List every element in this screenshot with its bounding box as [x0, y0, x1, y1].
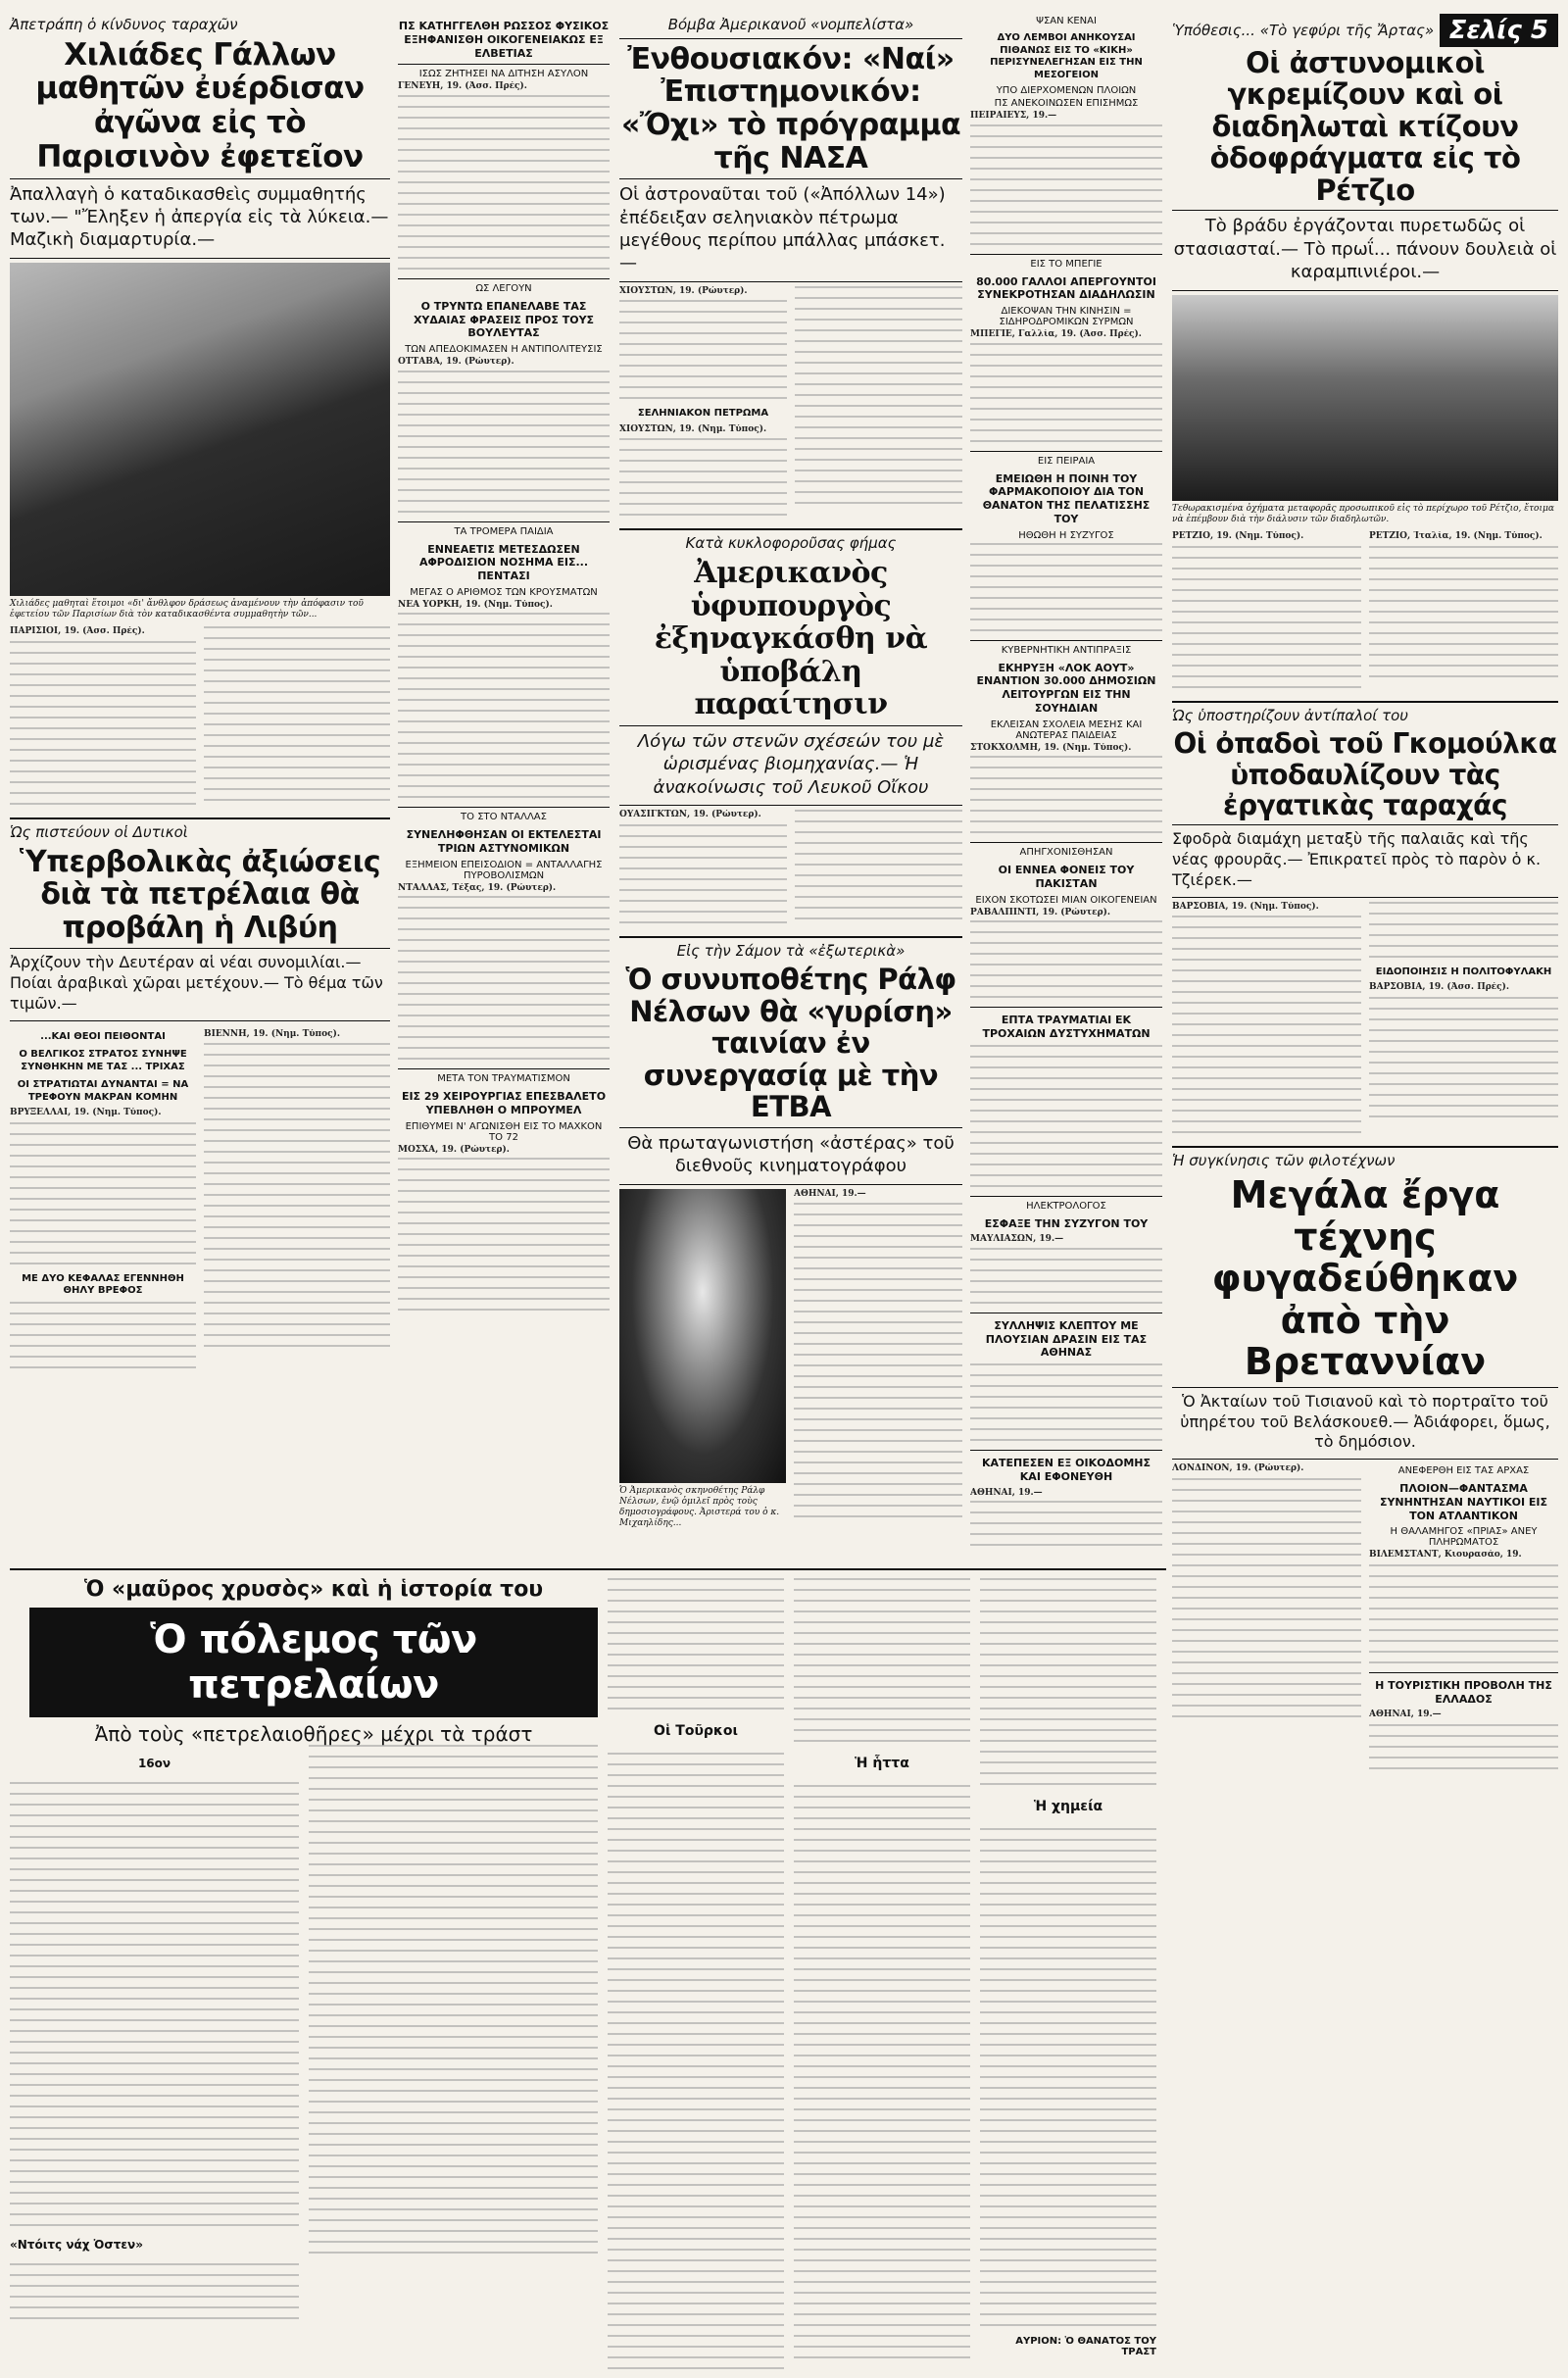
- article-headline: Ἀμερικανὸς ὑφυπουργὸς ἐξηναγκάσθη νὰ ὑποβάλη παραίτησιν: [654, 555, 928, 722]
- divider: [619, 1127, 962, 1128]
- body-text-lines: [795, 286, 962, 504]
- divider: [970, 1450, 1162, 1451]
- body-text-lines: [398, 371, 610, 513]
- subheading: ΕΙΣ 29 ΧΕΙΡΟΥΡΓΙΑΣ ΕΠΕΣΒΑΛΕΤΟ ΥΠΕΒΛΗΘΗ Ο ΜΠΡΟΥΜΕΛ: [401, 1090, 607, 1117]
- subheading: ΠΣ ΚΑΤΗΓΓΕΛΘΗ ΡΩΣΣΟΣ ΦΥΣΙΚΟΣ ΕΞΗΦΑΝΙΣΘΗ ΟΙΚΟΓΕΝΕΙΑΚΩΣ ΕΞ ΕΛΒΕΤΙΑΣ: [398, 20, 610, 60]
- subheading: Ἡ χημεία: [1033, 1799, 1103, 1814]
- subheading-kicker: ΕΙΧΟΝ ΣΚΟΤΩΣΕΙ ΜΙΑΝ ΟΙΚΟΓΕΝΕΙΑΝ: [975, 894, 1157, 906]
- subheading-kicker: ΙΣΩΣ ΖΗΤΗΣΕΙ ΝΑ ΔΙΤΗΣΗ ΑΣΥΛΟΝ: [418, 69, 589, 80]
- oil-series-continued: [608, 1578, 1156, 2378]
- body-text-lines: [970, 756, 1162, 833]
- body-text-lines: [794, 1785, 970, 2358]
- section-logo: Σελίς 5: [1440, 14, 1558, 47]
- subheading-kicker: ΚΥΒΕΡΝΗΤΙΚΗ ΑΝΤΙΠΡΑΞΙΣ: [1001, 644, 1132, 656]
- divider: [619, 178, 962, 179]
- subheading-kicker: ΤΟ ΣΤΟ ΝΤΑΛΛΑΣ: [461, 812, 547, 823]
- body-text-lines: [398, 1158, 610, 1311]
- subheading-kicker: ΕΚΛΕΙΣΑΝ ΣΧΟΛΕΙΑ ΜΕΣΗΣ ΚΑΙ ΑΝΩΤΕΡΑΣ ΠΑΙΔΕΙΑΣ: [990, 718, 1143, 741]
- subheading-kicker: Η ΘΑΛΑΜΗΓΟΣ «ΠΡΙΑΣ» ΑΝΕΥ ΠΛΗΡΩΜΑΤΟΣ: [1390, 1526, 1538, 1549]
- body-text-lines: [970, 920, 1162, 998]
- text-column: [608, 1578, 784, 2378]
- body-text-lines: [970, 1045, 1162, 1187]
- divider: [970, 1196, 1162, 1197]
- kicker: Ἡ συγκίνησις τῶν φιλοτέχνων: [1172, 1152, 1396, 1170]
- subheading: ΣΕΛΗΝΙΑΚΟΝ ΠΕΤΡΩΜΑ: [637, 408, 769, 420]
- subheading-kicker: ΤΩΝ ΑΠΕΔΟΚΙΜΑΣΕΝ Η ΑΝΤΙΠΟΛΙΤΕΥΣΙΣ: [405, 344, 603, 356]
- column-2: [398, 14, 610, 1319]
- dateline: ΝΕΑ ΥΟΡΚΗ, 19. (Νημ. Τύπος).: [398, 599, 553, 610]
- body-text-lines: [398, 613, 610, 798]
- part-number: 16ον: [137, 1757, 172, 1770]
- divider: [1172, 210, 1558, 211]
- subheading: ΣΥΝΕΛΗΦΘΗΣΑΝ ΟΙ ΕΚΤΕΛΕΣΤΑΙ ΤΡΙΩΝ ΑΣΤΥΝΟΜΙΚΩΝ: [406, 828, 602, 856]
- subheading-kicker: ΔΙΕΚΟΨΑΝ ΤΗΝ ΚΙΝΗΣΙΝ = ΣΙΔΗΡΟΔΡΟΜΙΚΩΝ ΣΥΡΜΩΝ: [999, 306, 1134, 328]
- dateline: ΒΙΛΕΜΣΤΑΝΤ, Κιουρασάο, 19.: [1369, 1550, 1522, 1561]
- divider: [970, 451, 1162, 452]
- dateline: ΜΑΥΛΙΑΣΩΝ, 19.—: [970, 1234, 1064, 1245]
- subheading-kicker: ΤΑ ΤΡΟΜΕΡΑ ΠΑΙΔΙΑ: [454, 525, 554, 537]
- article-deck: Ἀπὸ τοὺς «πετρελαιοθῆρες» μέχρι τὰ τράστ: [94, 1721, 533, 1746]
- body-text-lines: [619, 300, 787, 399]
- dateline: ΠΕΙΡΑΙΕΥΣ, 19.—: [970, 111, 1057, 121]
- article-headline: Οἱ ἀστυνομικοὶ γκρεμίζουν καὶ οἱ διαδηλωταὶ κτίζουν ὁδοφράγματα εἰς τὸ Ρέτζιο: [1209, 46, 1521, 207]
- subheading: ΚΑΤΕΠΕΣΕΝ ΕΞ ΟΙΚΟΔΟΜΗΣ ΚΑΙ ΕΦΟΝΕΥΘΗ: [982, 1457, 1151, 1483]
- oil-series-header: [29, 1576, 598, 1753]
- body-text-lines: [619, 438, 787, 516]
- text-columns: [1172, 531, 1558, 697]
- divider: [1172, 1387, 1558, 1388]
- subheading-kicker: ΗΘΩΘΗ Η ΣΥΖΥΓΟΣ: [1018, 529, 1114, 541]
- subheading: «Ντόιτς νάχ Ὀστεν»: [10, 2238, 143, 2252]
- dateline: ΠΑΡΙΣΙΟΙ, 19. (Ἀσσ. Πρές).: [10, 626, 145, 637]
- photo-caption: Τεθωρακισμένα ὀχήματα μεταφορᾶς προσωπικοῦ εἰς τὸ περίχωρο τοῦ Ρέτζιο, ἔτοιμα νὰ ἐπέμβουν διὰ τὴν διάλυσιν τῶν διαδηλωτῶν.: [1172, 503, 1554, 524]
- text-column: [10, 626, 196, 814]
- subheading: ...ΚΑΙ ΘΕΟΙ ΠΕΙΘΟΝΤΑΙ: [40, 1030, 166, 1042]
- divider: [1172, 701, 1558, 703]
- text-column: [619, 1189, 786, 1536]
- article-deck: Τὸ βράδυ ἐργάζονται πυρετωδῶς οἱ στασιασταί.— Τὸ πρωΐ... πάνουν δουλειὰ οἱ καραμπινιέροι.—: [1173, 216, 1557, 283]
- dateline: ΒΙΕΝΝΗ, 19. (Νημ. Τύπος).: [204, 1028, 340, 1039]
- divider: [619, 936, 962, 938]
- article-headline: Χιλιάδες Γάλλων μαθητῶν ἐυέρδισαν ἀγῶνα εἰς τὸ Παρισινὸν ἐφετεῖον: [35, 36, 365, 174]
- subheading-kicker: ΕΙΣ ΠΕΙΡΑΙΑ: [1037, 455, 1096, 467]
- body-text-lines: [1369, 546, 1558, 677]
- subheading-kicker: ΑΠΗΓΧΟΝΙΣΘΗΣΑΝ: [1019, 847, 1113, 859]
- body-text-lines: [10, 1122, 196, 1264]
- subheading-kicker: ΜΕΤΑ ΤΟΝ ΤΡΑΥΜΑΤΙΣΜΟΝ: [437, 1073, 570, 1085]
- article-headline: Ὑπερβολικὰς ἀξιώσεις διὰ τὰ πετρέλαια θὰ προβάλη ἡ Λιβύη: [19, 844, 381, 945]
- body-text-lines: [608, 1578, 784, 1709]
- article-deck: Οἱ ἀστροναῦται τοῦ («Ἀπόλλων 14») ἐπέδειξαν σεληνιακὸν πέτρωμα μεγέθους περίπου μπάλλας μπάσκετ.—: [619, 184, 946, 274]
- body-text-lines: [980, 1578, 1156, 1785]
- subheading-kicker: ΕΙΣ ΤΟ ΜΠΕΓΙΕ: [1030, 258, 1102, 270]
- dateline: ΑΘΗΝΑΙ, 19.—: [794, 1188, 866, 1199]
- column-3: [619, 14, 962, 1536]
- text-column: [794, 1578, 970, 2378]
- divider: [619, 1184, 962, 1185]
- body-text-lines: [970, 1363, 1162, 1441]
- body-text-lines: [794, 1203, 962, 1517]
- subheading-kicker: ΑΝΕΦΕΡΘΗ ΕΙΣ ΤΑΣ ΑΡΧΑΣ: [1397, 1465, 1530, 1477]
- divider: [10, 948, 390, 949]
- dateline: ΓΕΝΕΥΗ, 19. (Ἀσσ. Πρές).: [398, 81, 527, 92]
- text-column: [204, 1025, 390, 1377]
- divider: [619, 281, 962, 282]
- article-headline: Ἐνθουσιακόν: «Ναί» Ἐπιστημονικόν: «Ὄχι» τὸ πρόγραμμα τῆς ΝΑΣΑ: [620, 41, 961, 175]
- divider: [398, 807, 610, 808]
- divider: [1369, 1672, 1558, 1673]
- section-header: [1172, 14, 1558, 47]
- dateline: ΜΠΕΓΙΕ, Γαλλία, 19. (Ἀσσ. Πρές).: [970, 329, 1142, 340]
- divider: [619, 805, 962, 806]
- divider: [10, 817, 390, 819]
- text-column: [1172, 531, 1361, 697]
- subheading-kicker: ΥΠΟ ΔΙΕΡΧΟΜΕΝΩΝ ΠΛΟΙΩΝ: [996, 85, 1137, 96]
- body-text-lines: [10, 1302, 196, 1368]
- body-text-lines: [204, 626, 390, 801]
- protest-photo: [10, 263, 390, 596]
- dateline: ΣΤΟΚΧΟΛΜΗ, 19. (Νημ. Τύπος).: [970, 742, 1132, 753]
- article-deck: Ὁ Ἀκταίων τοῦ Τισιανοῦ καὶ τὸ πορτραῖτο τοῦ ὑπηρέτου τοῦ Βελάσκουεθ.— Ἀδιάφορει, ὅμως, τὸ δημόσιον.: [1180, 1391, 1550, 1452]
- subheading: Οἱ Τοῦρκοι: [654, 1723, 738, 1739]
- article-headline: Μεγάλα ἔργα τέχνης φυγαδεύθηκαν ἀπὸ τὴν Βρεταννίαν: [1211, 1173, 1519, 1384]
- dateline: ΡΕΤΖΙΟ, 19. (Νημ. Τύπος).: [1172, 531, 1304, 542]
- text-column: [794, 1189, 962, 1536]
- body-text-lines: [794, 1578, 970, 1742]
- body-text-lines: [1369, 902, 1558, 958]
- dateline: ΟΤΤΑΒΑ, 19. (Ρώυτερ).: [398, 357, 514, 368]
- kicker: Ὡς ὑποστηρίζουν ἀντίπαλοί του: [1172, 706, 1408, 724]
- divider: [1172, 897, 1558, 898]
- dateline: ΒΑΡΣΟΒΙΑ, 19. (Ἀσσ. Πρές).: [1369, 982, 1510, 993]
- article-deck: Ἀπαλλαγὴ ὁ καταδικασθεὶς συμμαθητής των.— "Ἔληξεν ἡ ἀπεργία εἰς τὰ λύκεια.— Μαζικὴ διαμαρτυρία.—: [10, 183, 389, 251]
- subheading-kicker: ΩΣ ΛΕΓΟΥΝ: [475, 282, 532, 294]
- text-column: [619, 286, 787, 525]
- series-banner: Ὁ πόλεμος τῶν πετρελαίων: [29, 1608, 598, 1717]
- subheading: ΕΠΤΑ ΤΡΑΥΜΑΤΙΑΙ ΕΚ ΤΡΟΧΑΙΩΝ ΔΥΣΤΥΧΗΜΑΤΩΝ: [982, 1014, 1151, 1040]
- body-text-lines: [204, 1043, 390, 1347]
- subheading: ΕΜΕΙΩΘΗ Η ΠΟΙΝΗ ΤΟΥ ΦΑΡΜΑΚΟΠΟΙΟΥ ΔΙΑ ΤΟΝ ΘΑΝΑΤΟΝ ΤΗΣ ΠΕΛΑΤΙΣΣΗΣ ΤΟΥ: [982, 471, 1151, 525]
- kicker: Εἰς τὴν Σάμον τὰ «ἐξωτερικὰ»: [676, 941, 906, 960]
- subheading-kicker: ΕΞΗΜΕΙΟΝ ΕΠΕΙΣΟΔΙΟΝ = ΑΝΤΑΛΛΑΓΗΣ ΠΥΡΟΒΟΛΙΣΜΩΝ: [405, 859, 603, 881]
- article-headline: Ὁ συνυποθέτης Ράλφ Νέλσων θὰ «γυρίση» ταινίαν ἐν συνεργασίᾳ μὲ τὴν ΕΤΒΑ: [625, 963, 956, 1124]
- article-deck: Σφοδρὰ διαμάχη μεταξὺ τῆς παλαιᾶς καὶ τῆς νέας φρουρᾶς.— Ἐπικρατεῖ πρὸς τὸ παρὸν ὁ κ. Τζιέρεκ.—: [1172, 829, 1542, 889]
- divider: [619, 528, 962, 530]
- dateline: ΡΕΤΖΙΟ, Ἰταλία, 19. (Νημ. Τύπος).: [1369, 531, 1543, 542]
- divider: [970, 842, 1162, 843]
- body-text-lines: [980, 1828, 1156, 2326]
- text-column: [1172, 1463, 1361, 1778]
- subheading-kicker: ΠΣ ΑΝΕΚΟΙΝΩΣΕΝ ΕΠΙΣΗΜΩΣ: [994, 98, 1139, 109]
- text-column: [1369, 1463, 1558, 1778]
- text-column: [795, 810, 962, 932]
- kicker: Ὁ «μαῦρος χρυσὸς» καὶ ἡ ἱστορία του: [83, 1577, 544, 1602]
- body-text-lines: [398, 896, 610, 1060]
- subheading: ΔΥΟ ΛΕΜΒΟΙ ΑΝΗΚΟΥΣΑΙ ΠΙΘΑΝΩΣ ΕΙΣ ΤΟ «ΚΙΚΗ» ΠΕΡΙΣΥΝΕΛΕΓΗΣΑΝ ΕΙΣ ΤΗΝ ΜΕΣΟΓΕΙΟΝ: [990, 32, 1143, 80]
- divider: [1172, 290, 1558, 291]
- body-text-lines: [619, 824, 787, 923]
- divider: [970, 1007, 1162, 1008]
- subheading: ΟΙ ΕΝΝΕΑ ΦΟΝΕΙΣ ΤΟΥ ΠΑΚΙΣΤΑΝ: [998, 864, 1135, 890]
- dateline: ΒΡΥΞΕΛΛΑΙ, 19. (Νημ. Τύπος).: [10, 1108, 162, 1118]
- divider: [10, 258, 390, 259]
- body-text-lines: [1369, 1724, 1558, 1769]
- divider: [10, 1020, 390, 1021]
- divider: [619, 725, 962, 726]
- divider: [398, 64, 610, 65]
- text-column: [1172, 902, 1361, 1143]
- body-text-lines: [970, 1501, 1162, 1546]
- body-text-lines: [309, 1745, 598, 2254]
- dateline: ΑΘΗΝΑΙ, 19.—: [970, 1487, 1043, 1498]
- kicker: Βόμβα Ἀμερικανοῦ «νομπελίστα»: [667, 16, 914, 33]
- subheading: Ο ΒΕΛΓΙΚΟΣ ΣΤΡΑΤΟΣ ΣΥΝΗΨΕ ΣΥΝΘΗΚΗΝ ΜΕ ΤΑΣ ... ΤΡΙΧΑΣ: [19, 1049, 187, 1072]
- text-column: [980, 1578, 1156, 2378]
- kicker: Κατὰ κυκλοφοροῦσας φήμας: [685, 534, 897, 553]
- body-text-lines: [608, 1753, 784, 2369]
- section-divider: [10, 1568, 1166, 1570]
- text-column: [10, 1745, 299, 2328]
- text-columns: [1172, 902, 1558, 1143]
- divider: [1172, 1146, 1558, 1148]
- body-text-lines: [1172, 1478, 1361, 1717]
- text-columns: [619, 810, 962, 932]
- kicker: Ἀπετράπη ὁ κίνδυνος ταραχῶν: [10, 16, 238, 33]
- dateline: ΑΘΗΝΑΙ, 19.—: [1369, 1709, 1442, 1720]
- body-text-lines: [970, 343, 1162, 442]
- photo-caption: Χιλιάδες μαθηταὶ ἕτοιμοι «δι' ἄνθλφον δράσεως ἀναμένουν τὴν ἀπόφασιν τοῦ ἐφετείου τῶν Παρισίων διὰ τὸν καταδικασθέντα συμμαθητὴν τῶν...: [10, 598, 364, 620]
- portrait-photo: [619, 1189, 786, 1483]
- text-columns: [10, 1025, 390, 1377]
- text-columns: [619, 1189, 962, 1536]
- dateline: ΛΟΝΔΙΝΟΝ, 19. (Ρώυτερ).: [1172, 1463, 1304, 1474]
- text-column: [309, 1745, 598, 2328]
- dateline: ΒΑΡΣΟΒΙΑ, 19. (Νημ. Τύπος).: [1172, 901, 1319, 912]
- body-text-lines: [970, 124, 1162, 245]
- text-column: [204, 626, 390, 814]
- text-column: [619, 810, 787, 932]
- body-text-lines: [970, 543, 1162, 631]
- divider: [970, 254, 1162, 255]
- body-text-lines: [795, 810, 962, 919]
- subheading: ΕΚΗΡΥΞΗ «ΛΟΚ ΑΟΥΤ» ΕΝΑΝΤΙΟΝ 30.000 ΔΗΜΟΣΙΩΝ ΛΕΙΤΟΥΡΓΩΝ ΕΙΣ ΤΗΝ ΣΟΥΗΔΙΑΝ: [976, 661, 1156, 715]
- column-5: [1172, 14, 1558, 1778]
- text-column: [10, 1025, 196, 1377]
- dateline: ΧΙΟΥΣΤΩΝ, 19. (Νημ. Τύπος).: [619, 423, 767, 434]
- body-text-lines: [970, 1248, 1162, 1304]
- divider: [970, 640, 1162, 641]
- subheading: ΠΛΟΙΟΝ—ΦΑΝΤΑΣΜΑ ΣΥΝΗΝΤΗΣΑΝ ΝΑΥΤΙΚΟΙ ΕΙΣ ΤΟΝ ΑΤΛΑΝΤΙΚΟΝ: [1379, 1482, 1548, 1522]
- article-deck: Ἀρχίζουν τὴν Δευτέραν αἱ νέαι συνομιλίαι.— Ποίαι ἀραβικαὶ χῶραι μετέχουν.— Τὸ θέμα τῶν τιμῶν.—: [10, 953, 383, 1013]
- photo-caption: Ὁ Ἀμερικανὸς σκηνοθέτης Ράλφ Νέλσων, ἐνῷ ὁμιλεῖ πρὸς τοὺς δημοσιογράφους. Ἀριστερά του ὁ κ. Μιχαηλίδης...: [619, 1485, 780, 1529]
- subheading: ΜΕ ΔΥΟ ΚΕΦΑΛΑΣ ΕΓΕΝΝΗΘΗ ΘΗΛΥ ΒΡΕΦΟΣ: [22, 1272, 184, 1297]
- divider: [398, 521, 610, 522]
- subheading: Η ΤΟΥΡΙΣΤΙΚΗ ΠΡΟΒΟΛΗ ΤΗΣ ΕΛΛΑΔΟΣ: [1375, 1678, 1552, 1706]
- dateline: ΜΟΣΧΑ, 19. (Ρώυτερ).: [398, 1144, 510, 1155]
- subheading-kicker: ΕΠΙΘΥΜΕΙ Ν' ΑΓΩΝΙΣΘΗ ΕΙΣ ΤΟ ΜΑΧΚΟΝ ΤΟ 72: [405, 1120, 603, 1143]
- column-4: [970, 14, 1162, 1555]
- kicker: Ὑπόθεσις... «Τὸ γεφύρι τῆς Ἄρτας»: [1172, 22, 1435, 39]
- kicker: Ὡς πιστεύουν οἱ Δυτικοὶ: [10, 822, 188, 841]
- divider: [398, 1068, 610, 1069]
- body-text-lines: [1172, 546, 1361, 688]
- subheading: 80.000 ΓΑΛΛΟΙ ΑΠΕΡΓΟΥΝΤΟΙ ΣΥΝΕΚΡΟΤΗΣΑΝ ΔΙΑΔΗΛΩΣΙΝ: [976, 274, 1156, 302]
- body-text-lines: [10, 2263, 299, 2319]
- subheading: ΕΙΔΟΠΟΙΗΣΙΣ Η ΠΟΛΙΤΟΦΥΛΑΚΗ: [1375, 966, 1552, 977]
- subheading: Ἡ ἧττα: [855, 1756, 909, 1771]
- dateline: ΟΥΑΣΙΓΚΤΩΝ, 19. (Ρώυτερ).: [619, 810, 761, 820]
- subheading-kicker: ΜΕΓΑΣ Ο ΑΡΙΘΜΟΣ ΤΩΝ ΚΡΟΥΣΜΑΤΩΝ: [410, 586, 598, 598]
- subheading-kicker: ΨΣΑΝ ΚΕΝΑΙ: [1036, 16, 1097, 26]
- column-1: [10, 14, 390, 1377]
- subheading: ΕΝΝΕΑΕΤΙΣ ΜΕΤΕΣΔΩΣΕΝ ΑΦΡΟΔΙΣΙΟΝ ΝΟΣΗΜΑ ΕΙΣ... ΠΕΝΤΑΣΙ: [418, 542, 589, 583]
- divider: [619, 38, 962, 39]
- text-columns: [1172, 1463, 1558, 1778]
- article-deck: Θὰ πρωταγωνιστήση «ἀστέρας» τοῦ διεθνοῦς κινηματογράφου: [627, 1132, 955, 1177]
- series-footer: ΑΥΡΙΟΝ: Ὁ ΘΑΝΑΤΟΣ ΤΟΥ ΤΡΑΣΤ: [1015, 2336, 1156, 2357]
- body-text-lines: [10, 1782, 299, 2226]
- dateline: ΧΙΟΥΣΤΩΝ, 19. (Ρώυτερ).: [619, 285, 748, 296]
- divider: [1172, 824, 1558, 825]
- dateline: ΝΤΑΛΛΑΣ, Τέξας, 19. (Ρώυτερ).: [398, 882, 557, 893]
- text-columns: [10, 626, 390, 814]
- body-text-lines: [1369, 1564, 1558, 1663]
- body-text-lines: [398, 95, 610, 270]
- subheading: Ο ΤΡΥΝΤΩ ΕΠΑΝΕΛΑΒΕ ΤΑΣ ΧΥΔΑΙΑΣ ΦΡΑΣΕΙΣ ΠΡΟΣ ΤΟΥΣ ΒΟΥΛΕΥΤΑΣ: [413, 299, 595, 340]
- divider: [10, 178, 390, 179]
- divider: [398, 278, 610, 279]
- text-column: [1369, 902, 1558, 1143]
- dateline: ΡΑΒΑΛΠΙΝΤΙ, 19. (Ρώυτερ).: [970, 907, 1110, 917]
- text-column: [1369, 531, 1558, 697]
- subheading: ΣΥΛΛΗΨΙΣ ΚΛΕΠΤΟΥ ΜΕ ΠΛΟΥΣΙΑΝ ΔΡΑΣΙΝ ΕΙΣ ΤΑΣ ΑΘΗΝΑΣ: [985, 1318, 1148, 1360]
- subheading-kicker: ΗΛΕΚΤΡΟΛΟΓΟΣ: [1026, 1200, 1106, 1212]
- subheading: ΟΙ ΣΤΡΑΤΙΩΤΑΙ ΔΥΝΑΝΤΑΙ = ΝΑ ΤΡΕΦΟΥΝ ΜΑΚΡΑΝ ΚΟΜΗΝ: [17, 1079, 189, 1103]
- body-text-lines: [1369, 997, 1558, 1117]
- text-column: [795, 286, 962, 525]
- oil-series-body: [10, 1745, 598, 2328]
- armored-vehicle-photo: [1172, 295, 1558, 501]
- subheading: ΕΣΦΑΞΕ ΤΗΝ ΣΥΖΥΓΟΝ ΤΟΥ: [984, 1216, 1149, 1230]
- text-columns: [619, 286, 962, 525]
- body-text-lines: [1172, 916, 1361, 1133]
- article-deck: Λόγω τῶν στενῶν σχέσεών του μὲ ὡρισμένας βιομηχανίας.— Ἡ ἀνακοίνωσις τοῦ Λευκοῦ Οἴκου: [637, 730, 945, 798]
- article-headline: Οἱ ὀπαδοὶ τοῦ Γκομούλκα ὑποδαυλίζουν τὰς ἐργατικὰς ταραχάς: [1173, 727, 1557, 821]
- body-text-lines: [10, 641, 196, 805]
- divider: [1172, 1459, 1558, 1460]
